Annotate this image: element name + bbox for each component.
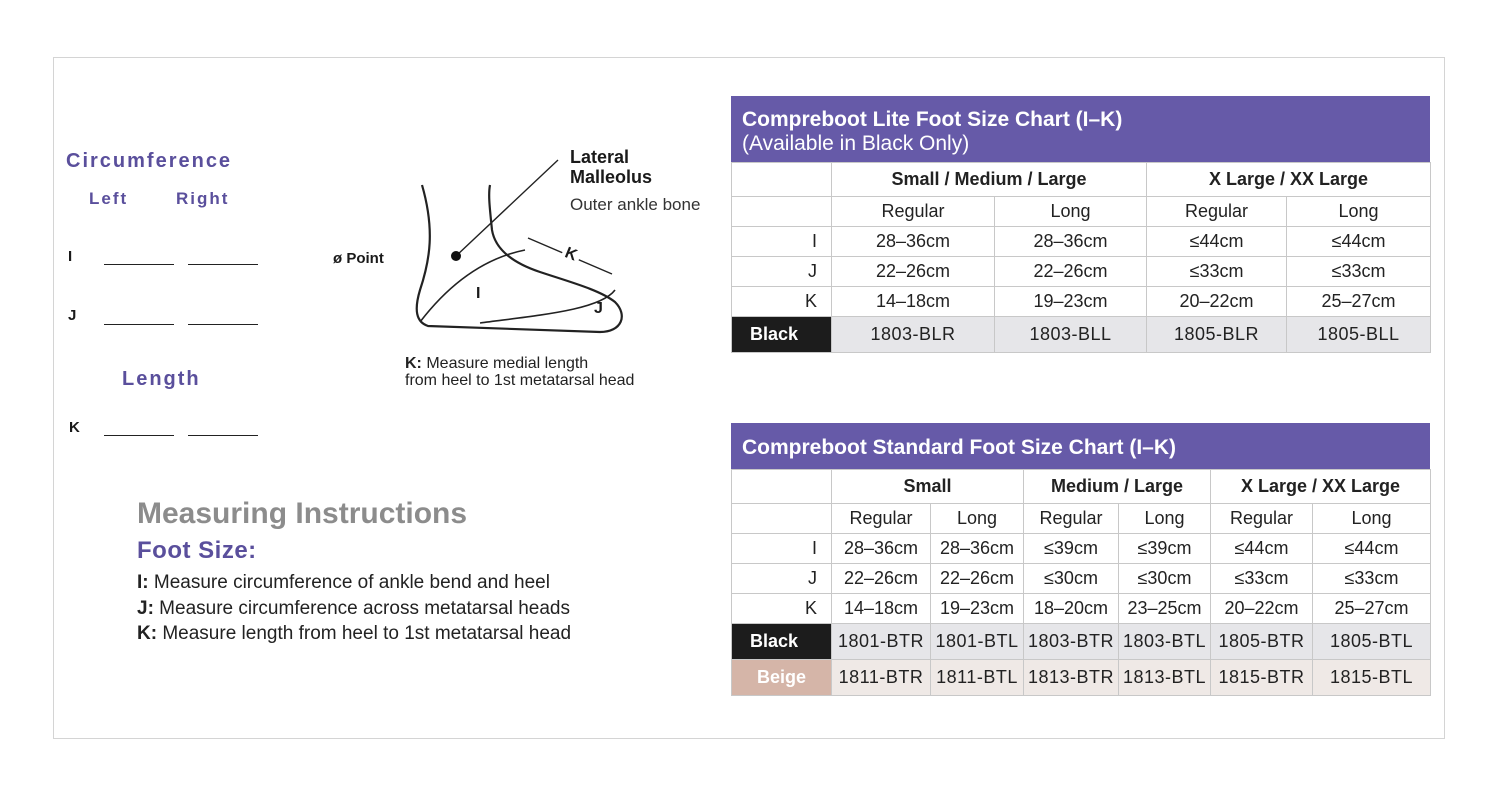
sku-cell: 1803-BLR (832, 317, 995, 353)
standard-chart-header (731, 423, 1430, 469)
table-cell: ≤33cm (1211, 564, 1313, 594)
sku-cell: 1811-BTL (931, 660, 1024, 696)
row-label: K (732, 287, 832, 317)
table-cell: ≤30cm (1024, 564, 1119, 594)
table-corner (732, 504, 832, 534)
column-header: Regular (1024, 504, 1119, 534)
group-header: Small (832, 470, 1024, 504)
sku-cell: 1815-BTR (1211, 660, 1313, 696)
instruction-key: I: (137, 572, 149, 593)
sku-cell: 1801-BTL (931, 624, 1024, 660)
caption-line2: from heel to 1st metatarsal head (405, 372, 635, 389)
right-i-blank (188, 264, 258, 265)
right-label: Right (176, 189, 230, 208)
sku-cell: 1805-BTL (1313, 624, 1431, 660)
malleolus-pointer-line (456, 160, 558, 256)
instructions-title: Measuring Instructions (137, 497, 468, 530)
column-header: Regular (1147, 197, 1287, 227)
group-header: X Large / XX Large (1147, 163, 1431, 197)
sku-cell: 1815-BTL (1313, 660, 1431, 696)
caption-key: K: (405, 355, 422, 372)
row-label: I (732, 227, 832, 257)
instruction-item (137, 598, 570, 620)
column-header: Long (1119, 504, 1211, 534)
table-row (732, 594, 1431, 624)
row-label: J (732, 257, 832, 287)
table-cell: ≤39cm (1119, 534, 1211, 564)
table-cell: 23–25cm (1119, 594, 1211, 624)
left-i-blank (104, 264, 174, 265)
sku-cell: 1803-BTR (1024, 624, 1119, 660)
lateral-malleolus-line1: Lateral (570, 147, 630, 167)
sku-row (732, 624, 1431, 660)
table-cell: ≤39cm (1024, 534, 1119, 564)
color-swatch-black: Black (732, 317, 832, 353)
table-cell: 19–23cm (995, 287, 1147, 317)
table-corner (732, 163, 832, 197)
sku-row (732, 660, 1431, 696)
color-swatch-black: Black (732, 624, 832, 660)
left-j-blank (104, 324, 174, 325)
sku-cell: 1805-BTR (1211, 624, 1313, 660)
table-cell: ≤44cm (1287, 227, 1431, 257)
table-cell: ≤30cm (1119, 564, 1211, 594)
instruction-text: Measure length from heel to 1st metatarsal head (157, 623, 572, 644)
table-cell: 28–36cm (995, 227, 1147, 257)
table-cell: 14–18cm (832, 287, 995, 317)
circumference-title: Circumference (66, 150, 233, 172)
table-cell: 22–26cm (995, 257, 1147, 287)
group-header: X Large / XX Large (1211, 470, 1431, 504)
malleolus-point (451, 251, 461, 261)
table-cell: 28–36cm (931, 534, 1024, 564)
table-row (732, 564, 1431, 594)
instruction-item (137, 623, 571, 645)
table-cell: 22–26cm (931, 564, 1024, 594)
table-cell: ≤33cm (1147, 257, 1287, 287)
color-swatch-beige: Beige (732, 660, 832, 696)
sku-cell: 1805-BLL (1287, 317, 1431, 353)
caption-line1: Measure medial length (421, 355, 589, 372)
table-cell: 28–36cm (832, 534, 931, 564)
row-label-k: K (69, 419, 80, 436)
lite-chart-header (731, 96, 1430, 162)
diagram-label-i: I (476, 285, 481, 302)
standard-size-table (731, 469, 1431, 696)
foot-diagram (400, 150, 640, 340)
column-header: Long (1287, 197, 1431, 227)
column-header: Long (995, 197, 1147, 227)
o-point-label: ø Point (333, 250, 384, 267)
row-label: I (732, 534, 832, 564)
column-header: Regular (1211, 504, 1313, 534)
instruction-text: Measure circumference of ankle bend and heel (148, 572, 550, 593)
sku-cell: 1811-BTR (832, 660, 931, 696)
diagram-label-k: K (559, 243, 582, 266)
row-label: J (732, 564, 832, 594)
right-j-blank (188, 324, 258, 325)
table-cell: ≤33cm (1313, 564, 1431, 594)
table-cell: 28–36cm (832, 227, 995, 257)
diagram-label-j: J (594, 300, 603, 317)
table-row (732, 227, 1431, 257)
table-cell: 14–18cm (832, 594, 931, 624)
lite-chart-title: Compreboot Lite Foot Size Chart (I–K) (742, 108, 1123, 131)
sku-cell: 1801-BTR (832, 624, 931, 660)
sku-cell: 1813-BTR (1024, 660, 1119, 696)
sku-cell: 1803-BTL (1119, 624, 1211, 660)
table-row (732, 257, 1431, 287)
instruction-key: K: (137, 623, 158, 644)
table-cell: 20–22cm (1147, 287, 1287, 317)
table-cell: 22–26cm (832, 257, 995, 287)
instruction-text: Measure circumference across metatarsal heads (153, 598, 570, 619)
table-cell: 19–23cm (931, 594, 1024, 624)
column-header: Regular (832, 197, 995, 227)
instructions-subtitle: Foot Size: (137, 537, 257, 564)
lateral-malleolus-line2: Malleolus (570, 167, 653, 187)
sku-row (732, 317, 1431, 353)
diagram-caption (405, 355, 634, 389)
table-corner (732, 197, 832, 227)
table-cell: 22–26cm (832, 564, 931, 594)
left-label: Left (89, 189, 129, 208)
row-label-j: J (68, 307, 77, 324)
foot-outline (417, 185, 622, 332)
lite-chart-subtitle: (Available in Black Only) (742, 132, 970, 155)
instruction-item (137, 572, 550, 594)
column-header: Regular (832, 504, 931, 534)
table-cell: ≤33cm (1287, 257, 1431, 287)
instruction-key: J: (137, 598, 154, 619)
row-label: K (732, 594, 832, 624)
table-cell: ≤44cm (1313, 534, 1431, 564)
group-header: Medium / Large (1024, 470, 1211, 504)
group-header: Small / Medium / Large (832, 163, 1147, 197)
table-cell: 25–27cm (1287, 287, 1431, 317)
row-label-i: I (68, 248, 73, 265)
sku-cell: 1813-BTL (1119, 660, 1211, 696)
length-title: Length (122, 368, 201, 390)
sku-cell: 1805-BLR (1147, 317, 1287, 353)
table-row (732, 534, 1431, 564)
column-header: Long (931, 504, 1024, 534)
table-cell: ≤44cm (1211, 534, 1313, 564)
table-cell: 18–20cm (1024, 594, 1119, 624)
table-cell: 25–27cm (1313, 594, 1431, 624)
table-row (732, 287, 1431, 317)
column-header: Long (1313, 504, 1431, 534)
sku-cell: 1803-BLL (995, 317, 1147, 353)
standard-chart-title: Compreboot Standard Foot Size Chart (I–K) (742, 436, 1177, 459)
measure-line-i (420, 250, 525, 322)
table-corner (732, 470, 832, 504)
left-k-blank (104, 435, 174, 436)
lite-size-table (731, 162, 1431, 353)
table-cell: ≤44cm (1147, 227, 1287, 257)
right-k-blank (188, 435, 258, 436)
outer-ankle-bone-label: Outer ankle bone (570, 195, 701, 214)
table-cell: 20–22cm (1211, 594, 1313, 624)
